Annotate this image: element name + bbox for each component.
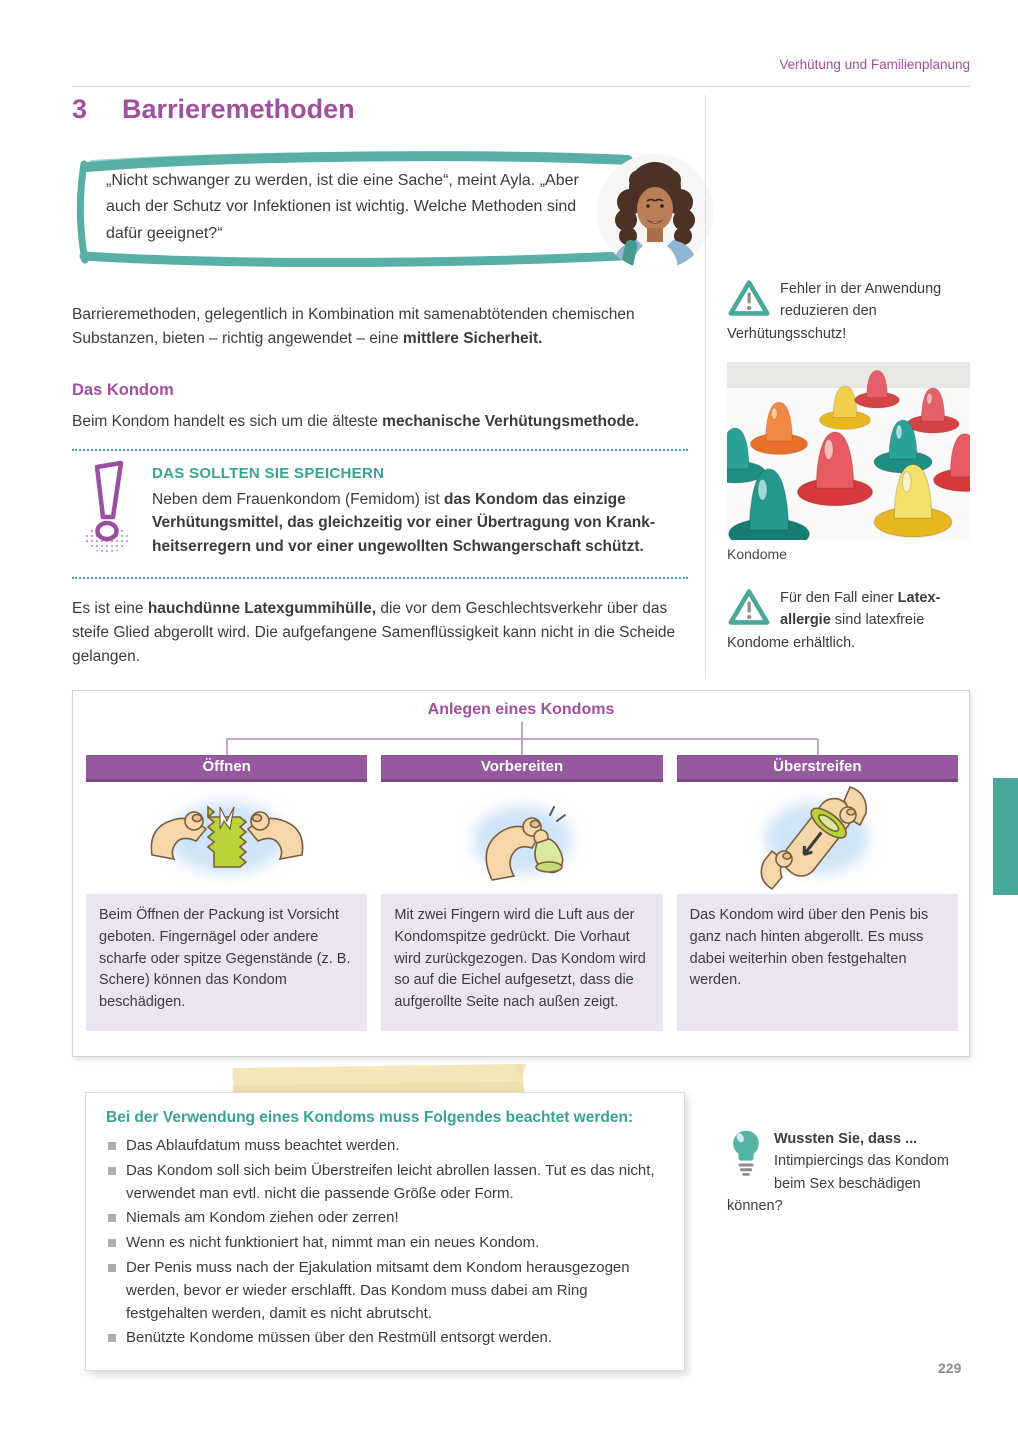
step-header: Vorbereiten (381, 755, 662, 782)
photo-caption: Kondome (727, 546, 787, 562)
exclamation-mark-icon (80, 459, 138, 559)
memo-box (72, 449, 688, 579)
notebox-heading: Bei der Verwendung eines Kondoms muss Folgendes beachtet werden: (106, 1109, 634, 1126)
memo-body: Neben dem Frauenkondom (Femidom) ist das Kondom das einzige Verhütungsmittel, das gleichzeitig vor einer Übertragung von Krankheitserregern und vor einer ungewollten Schwangerschaft schützt. (152, 491, 655, 555)
step-text: Beim Öffnen der Packung ist Vorsicht geboten. Fingernägel oder andere scharfe oder spitze Gegenstände (z. B. Schere) können das Kondom beschädigen. (86, 894, 367, 1031)
breadcrumb: Verhütung und Familienplanung (779, 57, 970, 72)
lightbulb-icon (727, 1128, 765, 1178)
dotted-rule-bottom (72, 577, 688, 579)
column-divider (705, 95, 706, 678)
condoms-image (727, 362, 970, 540)
notebox-list (106, 1135, 664, 1350)
diagram-connectors (73, 721, 971, 757)
note-item: Der Penis muss nach der Ejakulation mitsamt dem Kondom herausgezogen werden, bevor er wieder erschlafft. Das Kondom muss dabei am Ring festgehalten werden, damit es nicht abrutscht. (106, 1257, 664, 1325)
intro-paragraph: Barrieremethoden, gelegentlich in Kombination mit samenabtötenden chemischen Substanzen, bieten – richtig angewendet – eine mittlere Sicherheit. (72, 306, 635, 348)
quote-box (72, 146, 712, 276)
diagram-anlegen-kondom (72, 690, 970, 1057)
warning-triangle-icon (727, 278, 771, 318)
did-you-know-note (727, 1128, 972, 1218)
diagram-step-ueberstreifen (677, 755, 958, 1031)
step-header: Überstreifen (677, 755, 958, 782)
margin-warning-latex (727, 587, 972, 654)
quote-text: „Nicht schwanger zu werden, ist die eine Sache“, meint Ayla. „Aber auch der Schutz vor Infektionen ist wichtig. Welche Methoden sind dafür geeignet?“ (106, 172, 579, 242)
woman-portrait-illustration (597, 154, 713, 270)
illustration-open-package (86, 782, 367, 894)
note-item: Benützte Kondome müssen über den Restmüll entsorgt werden. (106, 1327, 664, 1350)
chapter-title: Barrieremethoden (122, 94, 355, 124)
diagram-step-oeffnen (86, 755, 367, 1031)
note-item: Niemals am Kondom ziehen oder zerren! (106, 1207, 664, 1230)
step-header: Öffnen (86, 755, 367, 782)
illustration-roll-on (677, 782, 958, 894)
diagram-step-vorbereiten (381, 755, 662, 1031)
header-rule (72, 86, 970, 87)
did-you-know-lead: Wussten Sie, dass ... (774, 1131, 918, 1147)
step-text: Das Kondom wird über den Penis bis ganz nach hinten abgerollt. Es muss dabei weiterhin oben festgehalten werden. (677, 894, 958, 1031)
diagram-title: Anlegen eines Kondoms (427, 701, 615, 718)
warning-text: Für den Fall einer Latexallergie sind latexfreie Kondome erhältlich. (727, 590, 941, 651)
kondom-paragraph: Beim Kondom handelt es sich um die älteste mechanische Verhütungsmethode. (72, 413, 639, 430)
illustration-pinch-tip (381, 782, 662, 894)
page-title (72, 94, 355, 125)
note-item: Das Ablaufdatum muss beachtet werden. (106, 1135, 664, 1158)
note-item: Wenn es nicht funktioniert hat, nimmt man ein neues Kondom. (106, 1232, 664, 1255)
warning-triangle-icon (727, 587, 771, 627)
page-number: 229 (938, 1360, 962, 1376)
did-you-know-body: Intimpiercings das Kondom beim Sex beschädigen können? (727, 1153, 949, 1215)
warning-text: Fehler in der Anwendung reduzieren den Verhütungsschutz! (727, 281, 942, 342)
latex-paragraph: Es ist eine hauchdünne Latexgummihülle, die vor dem Geschlechtsverkehr über das steife Glied abgerollt wird. Die aufgefangene Samenflüssigkeit kann nicht in die Scheide gelangen. (72, 600, 676, 666)
chapter-edge-tab (993, 778, 1018, 895)
margin-warning-application (727, 278, 972, 345)
usage-note-box (85, 1092, 685, 1371)
condom-photo (727, 362, 970, 540)
step-text: Mit zwei Fingern wird die Luft aus der Kondomspitze gedrückt. Die Vorhaut wird zurückgezogen. Das Kondom wird so auf die Eichel aufgesetzt, dass die aufgerollte Seite nach außen zeigt. (381, 894, 662, 1031)
note-item: Das Kondom soll sich beim Überstreifen leicht abrollen lassen. Tut es das nicht, verwendet man evtl. nicht die passende Größe oder Form. (106, 1160, 664, 1206)
memo-heading: DAS SOLLTEN SIE SPEICHERN (152, 465, 385, 482)
section-heading-das-kondom: Das Kondom (72, 381, 174, 399)
avatar (597, 154, 713, 270)
chapter-number: 3 (72, 94, 88, 124)
